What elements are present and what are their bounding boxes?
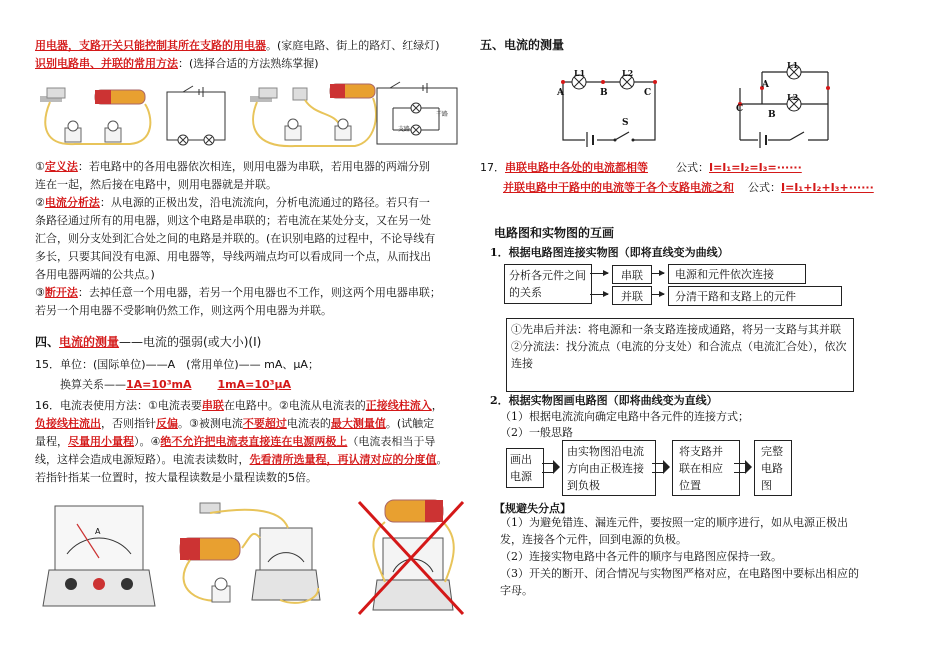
arrow-parallel-result <box>652 294 664 295</box>
intro-line <box>35 38 440 53</box>
ammeter-photo <box>43 506 155 606</box>
tips-title: 【规避失分点】 <box>494 502 571 515</box>
part2-title: 2．根据实物图画电路图（即将曲线变为直线） <box>490 394 718 407</box>
parallel-label: 并联 <box>621 289 643 303</box>
label-branch-line: 支路 <box>398 126 411 133</box>
q17-line2 <box>503 180 874 195</box>
series-schematic <box>167 86 225 145</box>
flow-1: 画出电源 <box>510 453 532 483</box>
m2-num: ② <box>35 196 45 209</box>
m3-num: ③ <box>35 286 45 299</box>
sec4-red: 电流的测量 <box>59 335 120 349</box>
circuit-photos <box>35 76 463 156</box>
m2-l1: ：从电源的正极出发，沿电流流向，分析电流通过的路径。若只有一 <box>99 196 430 209</box>
q17-num: 17． <box>480 161 505 174</box>
m1-red: 定义法 <box>44 160 78 173</box>
series-circuit-diagram <box>545 62 665 147</box>
q17-line1 <box>480 160 802 175</box>
m1-l1: ：若电路中的各用电器依次相连，则用电器为串联，若用电器的两端分别 <box>77 160 430 173</box>
tip-2: （2）连接实物电路中各元件的顺序与电路图应保持一致。 <box>500 550 782 563</box>
flow-3: 将支路并联在相应位置 <box>679 444 723 492</box>
parallel-result: 分清干路和支路上的元件 <box>675 290 796 303</box>
method-1 <box>35 158 465 194</box>
step-1: （1）根据电流流向确定电路中各元件的连接方式； <box>500 410 749 423</box>
q16-l2a: ，否则指针 <box>101 417 156 430</box>
series-photo <box>40 88 150 144</box>
q16-l1a: 16．电流表使用方法：①电流表要 <box>35 399 202 412</box>
method-2 <box>35 194 465 284</box>
c2-l1: L1 <box>787 60 799 70</box>
q16-l1r2: 正接线柱流入 <box>365 399 432 412</box>
q16-l2b: 。③被测电流 <box>178 417 243 430</box>
section-4-heading <box>35 335 261 350</box>
q16-l2r3: 不要超过 <box>242 417 287 430</box>
q16-l4a: 线，这样会造成电源短路）。电流表读数时， <box>35 453 250 466</box>
q16-l3c: （电流表相当于导 <box>347 435 436 448</box>
q16-l1b: 在电路中。②电流从电流表的 <box>223 399 366 412</box>
q15-pre: 换算关系—— <box>60 378 126 391</box>
c1-a: A <box>557 88 564 98</box>
parallel-box <box>612 286 652 305</box>
m2-l4: 多长，只要其间没有电源、用电器等，导线两端点均可以看成同一个点，从而找出 <box>35 250 431 263</box>
flow-arrow-1 <box>542 463 554 473</box>
method-line <box>35 56 319 71</box>
m1-num: ① <box>35 160 45 173</box>
intro-rest: 。(家庭电路、街上的路灯、红绿灯) <box>266 39 440 52</box>
rules-box <box>506 318 854 392</box>
c1-b: B <box>600 88 608 98</box>
method-3 <box>35 284 465 320</box>
arrow-to-series <box>590 273 608 274</box>
flow-box-3 <box>672 440 740 496</box>
parallel-photo <box>250 84 376 146</box>
c2-b: B <box>768 110 776 120</box>
q17-f1: I=I₁=I₂=I₃=······ <box>709 161 802 174</box>
analysis-text: 分析各元件之间的关系 <box>509 269 586 299</box>
c1-c: C <box>644 88 652 98</box>
q16-l3r1: 尽量用小量程 <box>68 435 134 448</box>
parallel-circuit-diagram <box>730 58 840 148</box>
tips <box>500 514 860 599</box>
q16-l1c: ， <box>431 399 443 412</box>
q16 <box>35 397 465 487</box>
tip-3: （3）开关的断开、闭合情况与实物图严格对应，在电路图中要标出相应的字母。 <box>500 567 859 597</box>
ammeter-circuit-photo <box>180 503 320 603</box>
q15-line1: 15．单位：(国际单位)——A (常用单位)—— mA、μA； <box>35 358 319 371</box>
m3-l2: 若另一个用电器不受影响仍然工作，则这两个用电器为并联。 <box>35 304 332 317</box>
q16-l4b: 。 <box>436 453 448 466</box>
c2-a: A <box>762 80 769 90</box>
flow-box-2 <box>562 440 656 496</box>
q16-l3r2: 绝不允许把电流表直接连在电源两极上 <box>160 435 348 448</box>
series-result-box <box>668 264 806 284</box>
c2-l2: L2 <box>787 92 799 102</box>
part1-title: 1．根据电路图连接实物图（即将直线变为曲线） <box>490 246 729 259</box>
sec4-rest: ——电流的强弱(或大小)(I) <box>119 335 262 349</box>
section-5-heading: 五、电流的测量 <box>480 38 565 52</box>
parallel-result-box <box>668 286 842 306</box>
flow-4: 完整电路图 <box>761 444 783 492</box>
m2-l2: 条路径通过所有的用电器，则这个电路是串联的；若电流在某处分支，又在另一处 <box>35 214 431 227</box>
tip-1: （1）为避免错连、漏连元件，要按照一定的顺序进行，如从电源正极出发，连接各个元件，回到电源的负极。 <box>500 516 848 546</box>
q17-f1-label: 公式： <box>676 161 709 174</box>
m2-l5: 各用电器两端的公共点。) <box>35 268 155 281</box>
method-red: 识别电路串、并联的常用方法 <box>35 57 178 70</box>
q16-l5: 若指针指某一位置时，按大量程读数是小量程读数的5倍。 <box>35 471 317 484</box>
arrow-to-parallel <box>590 294 608 295</box>
q16-l3a: 量程， <box>35 435 68 448</box>
c1-s: S <box>622 118 629 128</box>
c1-l1: L1 <box>574 68 586 78</box>
flow-arrow-3 <box>734 463 746 473</box>
step-2: （2）一般思路 <box>500 426 573 439</box>
rule-1: ①先串后并法：将电源和一条支路连接成通路，将另一支路与其并联 <box>511 323 841 336</box>
q16-l2r4: 最大测量值 <box>330 417 386 430</box>
q16-l2c: 电流表的 <box>286 417 331 430</box>
rule-2: ②分流法：找分流点（电流的分支处）和合流点（电流汇合处），依次连接 <box>511 340 847 370</box>
wrong-connection-photo <box>359 500 463 614</box>
m3-l1: ：去掉任意一个用电器，若另一个用电器也不工作，则这两个用电器串联； <box>77 286 441 299</box>
q16-l4r: 先看清所选量程，再认清对应的分度值 <box>249 453 437 466</box>
series-box <box>612 265 652 284</box>
method-rest: ：(选择合适的方法熟练掌握) <box>178 57 319 70</box>
q16-l2d: 。(试触定 <box>385 417 435 430</box>
q17-f2: I=I₁+I₂+I₃+······ <box>781 181 874 194</box>
q15-line2 <box>60 377 291 392</box>
label-main-line: 干路 <box>436 111 449 118</box>
c2-c: C <box>736 104 744 114</box>
m1-l2: 连在一起，然后接在电路中，则用电器就是并联。 <box>35 178 277 191</box>
q15-conv2: 1mA=10³μA <box>217 378 292 391</box>
arrow-series-result <box>652 273 664 274</box>
series-label: 串联 <box>621 268 643 282</box>
q16-l2r2: 反偏 <box>156 417 178 430</box>
flow-box-4 <box>754 440 792 496</box>
m3-red: 断开法 <box>44 286 78 299</box>
m2-red: 电流分析法 <box>44 196 100 209</box>
series-result: 电源和元件依次连接 <box>675 268 774 281</box>
diagram-title: 电路图和实物图的互画 <box>494 226 615 240</box>
ammeter-images <box>35 498 465 618</box>
analysis-box <box>504 264 592 304</box>
q17-f2-label: 公式： <box>748 181 781 194</box>
intro-red: 用电器，支路开关只能控制其所在支路的用电器 <box>35 39 266 52</box>
m2-l3: 汇合，则分支处到汇合处之间的电路是并联的。(在识别电路的过程中，不论导线有 <box>35 232 436 245</box>
sec4-num: 四、 <box>35 335 60 349</box>
q17-red1: 串联电路中各处的电流都相等 <box>505 161 648 174</box>
flow-box-1 <box>506 448 544 488</box>
q17-red2: 并联电路中干路中的电流等于各个支路电流之和 <box>503 181 734 194</box>
c1-l2: L2 <box>622 68 634 78</box>
q16-l1r1: 串联 <box>201 399 224 412</box>
flow-arrow-2 <box>652 463 664 473</box>
ammeter-letter: A <box>95 527 101 536</box>
q16-l3b: ）。④ <box>134 435 161 448</box>
q16-l2r1: 负接线柱流出 <box>35 417 101 430</box>
q15-conv1: 1A=10³mA <box>126 378 192 391</box>
flow-2: 由实物图沿电流方向由正极连接到负极 <box>567 444 644 492</box>
